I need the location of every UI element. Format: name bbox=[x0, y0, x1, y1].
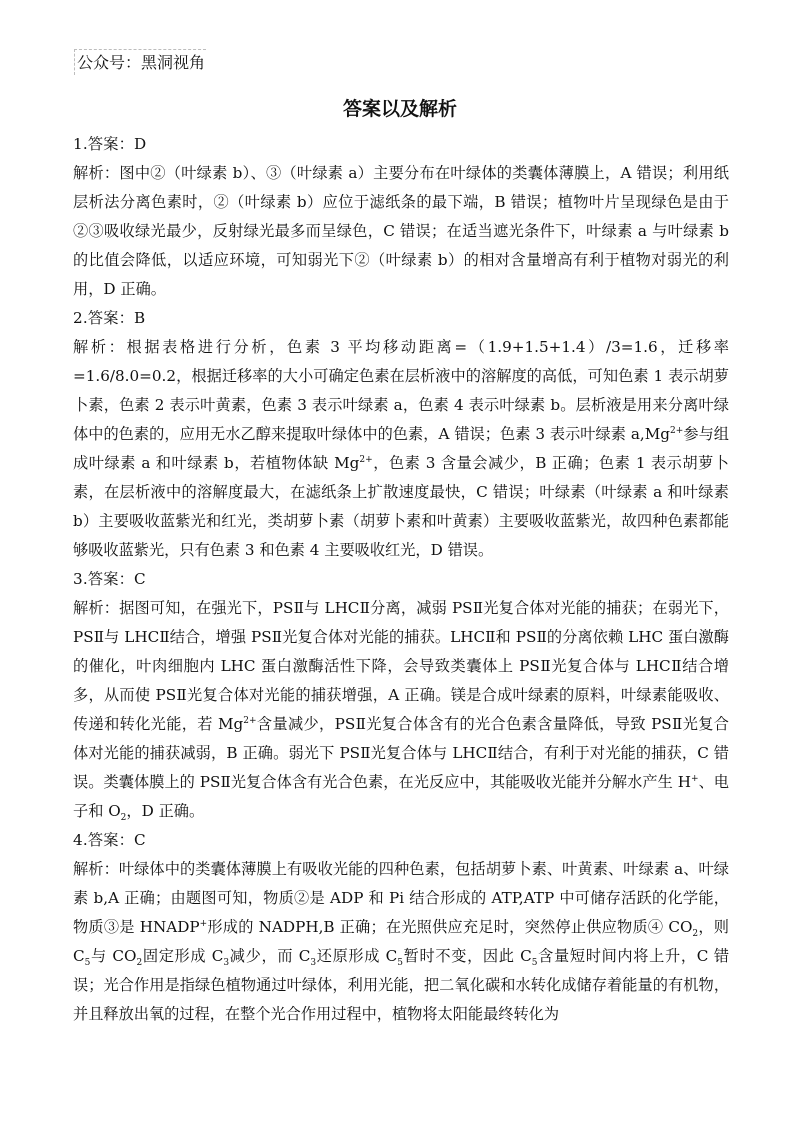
q4-text-3: ，则 C bbox=[73, 918, 729, 965]
q3-text-4: ，D 正确。 bbox=[126, 802, 205, 820]
q4-sub-5: 3 bbox=[310, 958, 317, 969]
q4-sub-1: 2 bbox=[692, 929, 699, 940]
q1-analysis: 解析：图中②（叶绿素 b）、③（叶绿素 a）主要分布在叶绿体的类囊体薄膜上，A 错误；利用纸层析法分离色素时，②（叶绿素 b）应位于滤纸条的最下端，B 错误；植物叶片呈现绿色是由于②③吸收绿光最少，反射绿光最多而呈绿色，C 错误；在适当遮光条件下，叶绿素 a 与叶绿素 b 的比值会降低，以适应环境，可知弱光下②（叶绿素 b）的相对含量增高有利于植物对弱光的利用，D 正确。 bbox=[73, 164, 729, 298]
q2-sup-2: 2+ bbox=[359, 454, 373, 465]
answer-content bbox=[73, 130, 729, 1029]
q4-sup-1: + bbox=[199, 918, 208, 929]
q4-sub-7: 5 bbox=[531, 958, 538, 969]
q2-text-1: 解析：根据表格进行分析，色素 3 平均移动距离=（1.9+1.5+1.4）/3=1.6，迁移率=1.6/8.0=0.2，根据迁移率的大小可确定色素在层析液中的溶解度的高低，可知色素 1 表示胡萝卜素，色素 2 表示叶黄素，色素 3 表示叶绿素 a，色素 4 表示叶绿素 b。层析液是用来分离叶绿体中的色素的，应用无水乙醇来提取叶绿体中的色素，A 错误；色素 3 表示叶绿素 a,Mg bbox=[73, 338, 729, 443]
q3-text-3: 、电子和 O bbox=[73, 773, 729, 820]
q4-text-8: 暂时不变，因此 C bbox=[403, 947, 532, 965]
q2-answer: 2.答案：B bbox=[73, 309, 146, 327]
q3-analysis bbox=[73, 594, 729, 826]
page-title: 答案以及解析 bbox=[342, 98, 457, 120]
q3-text-1: 解析：据图可知，在强光下，PSⅡ与 LHCⅡ分离，减弱 PSⅡ光复合体对光能的捕获；在弱光下，PSⅡ与 LHCⅡ结合，增强 PSⅡ光复合体对光能的捕获。LHCⅡ和 PSⅡ的分离依赖 LHC 蛋白激酶的催化，叶肉细胞内 LHC 蛋白激酶活性下降，会导致类囊体上 PSⅡ光复合体与 LHCⅡ结合增多，从而使 PSⅡ光复合体对光能的捕获增强，A 正确。镁是合成叶绿素的原料，叶绿素能吸收、传递和转化光能，若 Mg bbox=[73, 599, 729, 733]
q2-text-3: ，色素 3 含量会减少，B 正确；色素 1 表示胡萝卜素，在层析液中的溶解度最大，在滤纸条上扩散速度最快，C 错误；叶绿素（叶绿素 a 和叶绿素 b）主要吸收蓝紫光和红光，类胡萝卜素（胡萝卜素和叶黄素）主要吸收蓝紫光，故四种色素都能够吸收蓝紫光，只有色素 3 和色素 4 主要吸收红光，D 错误。 bbox=[73, 454, 729, 559]
q3-sup-1: 2+ bbox=[243, 715, 257, 726]
q2-analysis bbox=[73, 333, 729, 565]
q2-text-2: 参与组成叶绿素 a 和叶绿素 b，若植物体缺 Mg bbox=[73, 425, 729, 472]
q1-answer: 1.答案：D bbox=[73, 135, 147, 153]
q4-sub-6: 5 bbox=[397, 958, 403, 969]
q4-analysis bbox=[73, 855, 729, 1029]
q3-sup-2: + bbox=[690, 773, 699, 784]
watermark-text: 公众号：黑洞视角 bbox=[74, 49, 206, 75]
q4-text-4: 与 CO bbox=[90, 947, 137, 965]
q2-sup-1: 2+ bbox=[670, 425, 684, 436]
q4-text-9: 含量短时间内将上升，C 错误；光合作用是指绿色植物通过叶绿体，利用光能，把二氧化碳和水转化成储存着能量的有机物，并且释放出氧的过程，在整个光合作用过程中，植物将太阳能最终转化为 bbox=[73, 947, 730, 1023]
q3-answer: 3.答案：C bbox=[73, 570, 146, 588]
q4-text-2: 形成的 NADPH,B 正确；在光照供应充足时，突然停止供应物质④ CO bbox=[207, 918, 693, 936]
q4-text-7: 还原形成 C bbox=[316, 947, 398, 965]
q4-text-1: 解析：叶绿体中的类囊体薄膜上有吸收光能的四种色素，包括胡萝卜素、叶黄素、叶绿素 a、叶绿素 b,A 正确；由题图可知，物质②是 ADP 和 Pi 结合形成的 ATP,ATP 中可储存活跃的化学能，物质③是 HNADP bbox=[73, 860, 729, 936]
q4-sub-4: 3 bbox=[223, 958, 230, 969]
q3-sub-1: 2 bbox=[120, 813, 127, 824]
q4-answer: 4.答案：C bbox=[73, 831, 146, 849]
q4-text-5: 固定形成 C bbox=[142, 947, 224, 965]
q3-text-2: 含量减少，PSⅡ光复合体含有的光合色素含量降低，导致 PSⅡ光复合体对光能的捕获减弱，B 正确。弱光下 PSⅡ光复合体与 LHCⅡ结合，有利于对光能的捕获，C 错误。类囊体膜上的 PSⅡ光复合体含有光合色素，在光反应中，其能吸收光能并分解水产生 H bbox=[73, 715, 729, 791]
q4-sub-2: 5 bbox=[84, 958, 91, 969]
q4-text-6: 减少，而 C bbox=[229, 947, 311, 965]
q4-sub-3: 2 bbox=[136, 958, 143, 969]
